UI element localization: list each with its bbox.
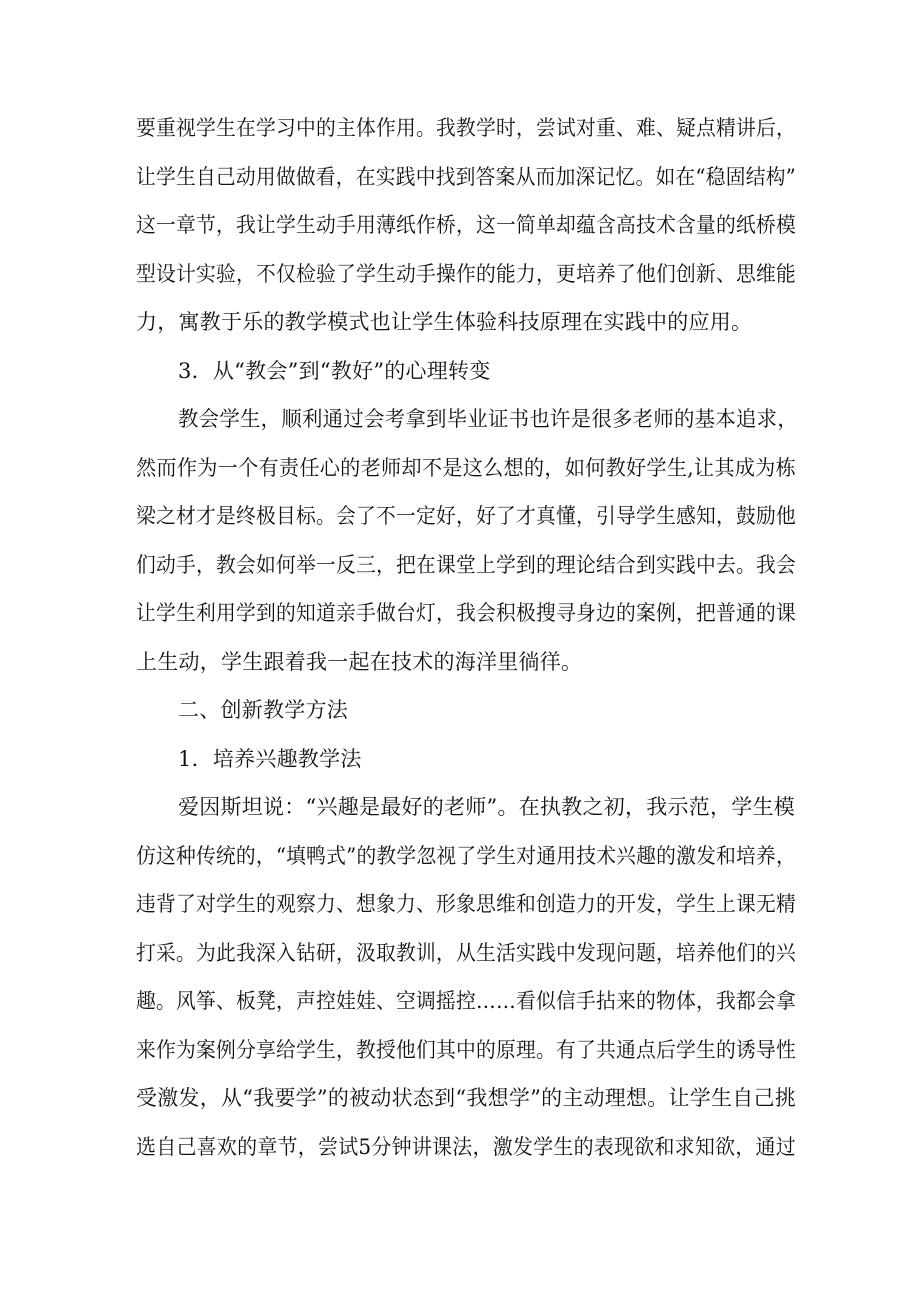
paragraph-1-line: 要重视学生在学习中的主体作用。我教学时，尝试对重、难、疑点精讲后， [136, 116, 796, 140]
paragraph-3-line: 爱因斯坦说：“兴趣是最好的老师”。在执教之初，我示范，学生模 [178, 795, 795, 819]
paragraph-1-line: 力，寓教于乐的教学模式也让学生体验科技原理在实践中的应用。 [136, 310, 753, 334]
paragraph-3-line: 趣。风筝、板凳，声控娃娃、空调摇控……看似信手拈来的物体，我都会拿 [136, 989, 796, 1013]
paragraph-1-line: 让学生自己动用做做看，在实践中找到答案从而加深记忆。如在“稳固结构” [136, 165, 796, 189]
paragraph-3-line: 打采。为此我深入钻研，汲取教训，从生活实践中发现问题，培养他们的兴 [136, 941, 796, 965]
paragraph-3-line: 受激发，从“我要学”的被动状态到“我想学”的主动理想。让学生自己挑 [136, 1086, 796, 1110]
subheading-3: 3．从“教会”到“教好”的心理转变 [178, 359, 491, 383]
paragraph-2-line: 梁之材才是终极目标。会了不一定好，好了才真懂，引导学生感知，鼓励他 [136, 504, 796, 528]
paragraph-2-line: 们动手，教会如何举一反三，把在课堂上学到的理论结合到实践中去。我会 [136, 553, 796, 577]
paragraph-3-line: 来作为案例分享给学生，教授他们其中的原理。有了共通点后学生的诱导性 [136, 1038, 796, 1062]
paragraph-2-line: 让学生利用学到的知道亲手做台灯，我会积极搜寻身边的案例，把普通的课 [136, 601, 796, 625]
paragraph-2-line: 然而作为一个有责任心的老师却不是这么想的，如何教好学生,让其成为栋 [136, 456, 796, 480]
paragraph-3-line: 违背了对学生的观察力、想象力、形象思维和创造力的开发，学生上课无精 [136, 892, 796, 916]
paragraph-1-line: 型设计实验，不仅检验了学生动手操作的能力，更培养了他们创新、思维能 [136, 262, 796, 286]
paragraph-1-line: 这一章节，我让学生动手用薄纸作桥，这一简单却蕴含高技术含量的纸桥模 [136, 213, 796, 237]
subheading-1: 1．培养兴趣教学法 [178, 747, 362, 771]
paragraph-3-line: 选自己喜欢的章节，尝试5分钟讲课法，激发学生的表现欲和求知欲，通过 [136, 1135, 796, 1159]
paragraph-3-line: 仿这种传统的，“填鸭式”的教学忽视了学生对通用技术兴趣的激发和培养， [136, 844, 796, 868]
paragraph-2-line: 上生动，学生跟着我一起在技术的海洋里徜徉。 [136, 650, 583, 674]
paragraph-2-line: 教会学生，顺利通过会考拿到毕业证书也许是很多老师的基本追求， [178, 407, 798, 431]
section-heading-2: 二、创新教学方法 [178, 698, 348, 722]
